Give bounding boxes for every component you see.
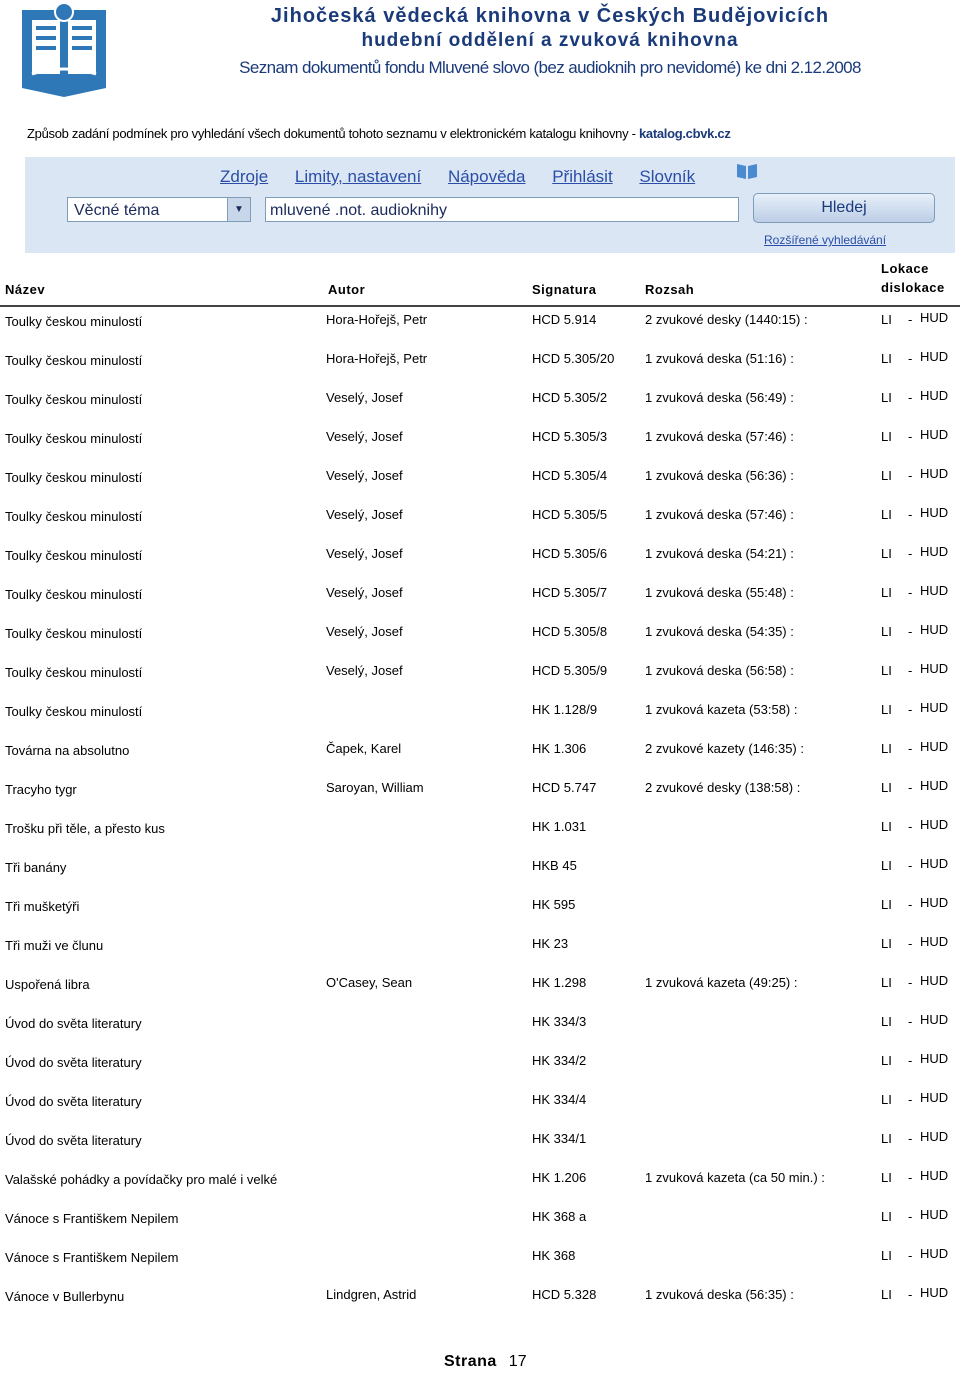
- cell-author: Veselý, Josef: [326, 624, 403, 639]
- table-row: [0, 894, 960, 933]
- cell-name: Vánoce s Františkem Nepilem: [5, 1250, 179, 1265]
- cell-author: Hora-Hořejš, Petr: [326, 351, 428, 366]
- cell-signature: HK 368: [532, 1248, 576, 1263]
- cell-location: LI: [881, 351, 892, 366]
- cell-dislocation: HUD: [920, 1012, 949, 1027]
- cell-dislocation: HUD: [920, 778, 949, 793]
- table-row: [0, 1206, 960, 1245]
- cell-dislocation: HUD: [920, 349, 949, 364]
- cell-extent: 1 zvuková deska (56:36) :: [645, 468, 794, 483]
- cell-dislocation: HUD: [920, 1051, 949, 1066]
- table-row: [0, 348, 960, 387]
- col-header-name: Název: [5, 282, 46, 297]
- cell-extent: 1 zvuková deska (54:21) :: [645, 546, 794, 561]
- cell-signature: HK 23: [532, 936, 569, 951]
- cell-author: Veselý, Josef: [326, 468, 403, 483]
- cell-name: Tracyho tygr: [5, 782, 77, 797]
- cell-name: Tři muži ve člunu: [5, 938, 104, 953]
- cell-author: Veselý, Josef: [326, 507, 403, 522]
- cell-separator: -: [908, 546, 913, 561]
- cell-dislocation: HUD: [920, 1090, 949, 1105]
- col-header-extent: Rozsah: [645, 282, 695, 297]
- table-row: [0, 1089, 960, 1128]
- cell-dislocation: HUD: [920, 544, 949, 559]
- cell-location: LI: [881, 1092, 892, 1107]
- cell-signature: HK 1.306: [532, 741, 587, 756]
- cell-dislocation: HUD: [920, 388, 949, 403]
- cell-name: Toulky českou minulostí: [5, 392, 143, 407]
- col-header-signature: Signatura: [532, 282, 597, 297]
- table-row: [0, 426, 960, 465]
- table-row: [0, 738, 960, 777]
- cell-signature: HK 1.128/9: [532, 702, 598, 717]
- cell-signature: HK 334/2: [532, 1053, 587, 1068]
- table-row: [0, 621, 960, 660]
- cell-separator: -: [908, 858, 913, 873]
- table-row: [0, 1284, 960, 1323]
- cell-dislocation: HUD: [920, 505, 949, 520]
- cell-dislocation: HUD: [920, 700, 949, 715]
- cell-signature: HCD 5.305/6: [532, 546, 608, 561]
- library-name: Jihočeská vědecká knihovna v Českých Budějovicích: [270, 5, 830, 27]
- cell-separator: -: [908, 1170, 913, 1185]
- cell-separator: -: [908, 507, 913, 522]
- table-row: [0, 1050, 960, 1089]
- search-field-select[interactable]: [67, 197, 251, 222]
- cell-dislocation: HUD: [920, 856, 949, 871]
- library-logo: [18, 2, 110, 97]
- cell-author: Veselý, Josef: [326, 585, 403, 600]
- cell-name: Úvod do světa literatury: [5, 1016, 142, 1031]
- cell-name: Toulky českou minulostí: [5, 431, 143, 446]
- cell-author: Hora-Hořejš, Petr: [326, 312, 428, 327]
- cell-name: Toulky českou minulostí: [5, 587, 143, 602]
- cell-signature: HCD 5.305/4: [532, 468, 608, 483]
- table-row: [0, 504, 960, 543]
- cell-name: Trošku při těle, a přesto kus: [5, 821, 165, 836]
- nav-login[interactable]: Přihlásit: [552, 167, 613, 186]
- cell-signature: HCD 5.328: [532, 1287, 597, 1302]
- cell-name: Toulky českou minulostí: [5, 665, 143, 680]
- table-row: [0, 387, 960, 426]
- cell-dislocation: HUD: [920, 817, 949, 832]
- cell-name: Tři mušketýři: [5, 899, 80, 914]
- cell-separator: -: [908, 741, 913, 756]
- cell-extent: 1 zvuková deska (55:48) :: [645, 585, 794, 600]
- cell-location: LI: [881, 1248, 892, 1263]
- cell-location: LI: [881, 1131, 892, 1146]
- table-row: [0, 699, 960, 738]
- table-row: [0, 660, 960, 699]
- cell-extent: 1 zvuková deska (56:58) :: [645, 663, 794, 678]
- cell-location: LI: [881, 936, 892, 951]
- cell-dislocation: HUD: [920, 1285, 949, 1300]
- cell-name: Uspořená libra: [5, 977, 90, 992]
- cell-separator: -: [908, 1014, 913, 1029]
- cell-separator: -: [908, 624, 913, 639]
- cell-extent: 1 zvuková deska (54:35) :: [645, 624, 794, 639]
- nav-sources[interactable]: Zdroje: [220, 167, 269, 186]
- cell-separator: -: [908, 468, 913, 483]
- cell-signature: HK 1.206: [532, 1170, 587, 1185]
- cell-extent: 1 zvuková deska (51:16) :: [645, 351, 794, 366]
- cell-signature: HCD 5.305/20: [532, 351, 615, 366]
- cell-separator: -: [908, 975, 913, 990]
- cell-dislocation: HUD: [920, 1207, 949, 1222]
- cell-name: Tři banány: [5, 860, 67, 875]
- col-header-author: Autor: [328, 282, 366, 297]
- cell-extent: 1 zvuková kazeta (49:25) :: [645, 975, 798, 990]
- page-footer: [444, 1353, 527, 1371]
- cell-separator: -: [908, 429, 913, 444]
- cell-location: LI: [881, 1287, 892, 1302]
- cell-separator: -: [908, 1287, 913, 1302]
- cell-extent: 2 zvukové desky (138:58) :: [645, 780, 801, 795]
- cell-location: LI: [881, 1014, 892, 1029]
- page-label: Strana: [444, 1353, 497, 1370]
- cell-name: Vánoce v Bullerbynu: [5, 1289, 125, 1304]
- cell-signature: HCD 5.305/9: [532, 663, 608, 678]
- nav-help[interactable]: Nápověda: [447, 167, 526, 186]
- cell-separator: -: [908, 663, 913, 678]
- cell-name: Továrna na absolutno: [5, 743, 130, 758]
- book-icon: [735, 161, 759, 181]
- search-instructions: [27, 126, 731, 141]
- cell-dislocation: HUD: [920, 1129, 949, 1144]
- cell-separator: -: [908, 1053, 913, 1068]
- table-row: [0, 309, 960, 348]
- department-name: hudební oddělení a zvuková knihovna: [361, 30, 739, 51]
- cell-signature: HCD 5.305/2: [532, 390, 608, 405]
- table-row: [0, 582, 960, 621]
- col-header-dislocation: dislokace: [881, 280, 945, 295]
- cell-author: Veselý, Josef: [326, 546, 403, 561]
- cell-location: LI: [881, 897, 892, 912]
- cell-location: LI: [881, 429, 892, 444]
- cell-signature: HCD 5.305/8: [532, 624, 608, 639]
- table-row: [0, 543, 960, 582]
- cell-name: Toulky českou minulostí: [5, 470, 143, 485]
- search-input[interactable]: mluvené .not. audioknihy: [265, 197, 739, 222]
- table-row: [0, 1011, 960, 1050]
- table-row: [0, 816, 960, 855]
- cell-name: Vánoce s Františkem Nepilem: [5, 1211, 179, 1226]
- cell-location: LI: [881, 585, 892, 600]
- chevron-down-icon[interactable]: ▼: [227, 198, 250, 221]
- table-row: [0, 1245, 960, 1284]
- cell-name: Úvod do světa literatury: [5, 1133, 142, 1148]
- cell-signature: HK 1.298: [532, 975, 587, 990]
- table-row: [0, 855, 960, 894]
- cell-separator: -: [908, 1131, 913, 1146]
- cell-separator: -: [908, 702, 913, 717]
- cell-location: LI: [881, 468, 892, 483]
- cell-signature: HK 1.031: [532, 819, 587, 834]
- cell-name: Toulky českou minulostí: [5, 314, 143, 329]
- cell-location: LI: [881, 663, 892, 678]
- cell-dislocation: HUD: [920, 583, 949, 598]
- cell-location: LI: [881, 858, 892, 873]
- cell-location: LI: [881, 390, 892, 405]
- cell-separator: -: [908, 897, 913, 912]
- cell-location: LI: [881, 702, 892, 717]
- cell-dislocation: HUD: [920, 427, 949, 442]
- cell-signature: HK 334/1: [532, 1131, 587, 1146]
- cell-dislocation: HUD: [920, 1168, 949, 1183]
- cell-name: Toulky českou minulostí: [5, 548, 143, 563]
- table-row: [0, 1128, 960, 1167]
- cell-separator: -: [908, 936, 913, 951]
- cell-signature: HCD 5.914: [532, 312, 597, 327]
- cell-separator: -: [908, 1248, 913, 1263]
- cell-location: LI: [881, 1053, 892, 1068]
- cell-name: Toulky českou minulostí: [5, 626, 143, 641]
- cell-signature: HCD 5.305/3: [532, 429, 608, 444]
- cell-separator: -: [908, 351, 913, 366]
- cell-signature: HK 595: [532, 897, 576, 912]
- list-title: Seznam dokumentů fondu Mluvené slovo (bez audioknih pro nevidomé) ke dni 2.12.2008: [239, 58, 861, 77]
- cell-extent: 1 zvuková kazeta (ca 50 min.) :: [645, 1170, 825, 1185]
- cell-extent: 1 zvuková deska (56:49) :: [645, 390, 794, 405]
- cell-signature: HKB 45: [532, 858, 577, 873]
- cell-author: O'Casey, Sean: [326, 975, 413, 990]
- cell-extent: 1 zvuková kazeta (53:58) :: [645, 702, 798, 717]
- cell-separator: -: [908, 780, 913, 795]
- cell-name: Toulky českou minulostí: [5, 353, 143, 368]
- cell-signature: HK 368 a: [532, 1209, 587, 1224]
- cell-signature: HCD 5.305/5: [532, 507, 608, 522]
- instructions-text: Způsob zadání podmínek pro vyhledání všech dokumentů tohoto seznamu v elektronickém katalogu knihovny -: [27, 126, 639, 141]
- cell-dislocation: HUD: [920, 895, 949, 910]
- nav-dictionary[interactable]: Slovník: [639, 167, 696, 186]
- search-button[interactable]: Hledej: [753, 193, 935, 223]
- document-header: [140, 4, 960, 82]
- cell-author: Veselý, Josef: [326, 390, 403, 405]
- cell-location: LI: [881, 780, 892, 795]
- cell-author: Veselý, Josef: [326, 429, 403, 444]
- catalog-link[interactable]: katalog.cbvk.cz: [638, 126, 731, 141]
- cell-dislocation: HUD: [920, 739, 949, 754]
- table-row: [0, 933, 960, 972]
- cell-location: LI: [881, 975, 892, 990]
- cell-location: LI: [881, 1170, 892, 1185]
- cell-dislocation: HUD: [920, 310, 949, 325]
- cell-author: Saroyan, William: [326, 780, 424, 795]
- cell-dislocation: HUD: [920, 934, 949, 949]
- cell-signature: HK 334/3: [532, 1014, 587, 1029]
- cell-author: Čapek, Karel: [326, 741, 402, 756]
- cell-signature: HCD 5.305/7: [532, 585, 608, 600]
- cell-signature: HK 334/4: [532, 1092, 587, 1107]
- cell-author: Lindgren, Astrid: [326, 1287, 417, 1302]
- col-header-location: Lokace: [881, 261, 929, 276]
- cell-dislocation: HUD: [920, 661, 949, 676]
- cell-location: LI: [881, 819, 892, 834]
- cell-dislocation: HUD: [920, 973, 949, 988]
- table-row: [0, 777, 960, 816]
- cell-separator: -: [908, 585, 913, 600]
- catalog-search-screenshot: [25, 157, 955, 253]
- cell-extent: 1 zvuková deska (57:46) :: [645, 429, 794, 444]
- catalog-nav: [220, 167, 717, 187]
- select-value: Věcné téma: [74, 202, 160, 219]
- page-number: 17: [508, 1353, 527, 1370]
- cell-extent: 2 zvukové kazety (146:35) :: [645, 741, 804, 756]
- cell-name: Úvod do světa literatury: [5, 1055, 142, 1070]
- cell-dislocation: HUD: [920, 622, 949, 637]
- cell-dislocation: HUD: [920, 1246, 949, 1261]
- cell-location: LI: [881, 1209, 892, 1224]
- cell-location: LI: [881, 312, 892, 327]
- cell-separator: -: [908, 1209, 913, 1224]
- cell-signature: HCD 5.747: [532, 780, 597, 795]
- cell-location: LI: [881, 741, 892, 756]
- cell-extent: 1 zvuková deska (56:35) :: [645, 1287, 794, 1302]
- cell-separator: -: [908, 390, 913, 405]
- cell-extent: 2 zvukové desky (1440:15) :: [645, 312, 808, 327]
- cell-location: LI: [881, 624, 892, 639]
- cell-location: LI: [881, 546, 892, 561]
- advanced-search-link[interactable]: Rozšířené vyhledávání: [764, 233, 887, 247]
- cell-author: Veselý, Josef: [326, 663, 403, 678]
- cell-separator: -: [908, 312, 913, 327]
- cell-name: Valašské pohádky a povídačky pro malé i velké: [5, 1172, 278, 1187]
- cell-name: Toulky českou minulostí: [5, 509, 143, 524]
- cell-name: Toulky českou minulostí: [5, 704, 143, 719]
- cell-separator: -: [908, 819, 913, 834]
- cell-location: LI: [881, 507, 892, 522]
- cell-extent: 1 zvuková deska (57:46) :: [645, 507, 794, 522]
- cell-dislocation: HUD: [920, 466, 949, 481]
- cell-name: Úvod do světa literatury: [5, 1094, 142, 1109]
- nav-limits[interactable]: Limity, nastavení: [294, 167, 422, 186]
- table-row: [0, 972, 960, 1011]
- cell-separator: -: [908, 1092, 913, 1107]
- header-divider: [0, 305, 960, 307]
- table-row: [0, 465, 960, 504]
- table-row: [0, 1167, 960, 1206]
